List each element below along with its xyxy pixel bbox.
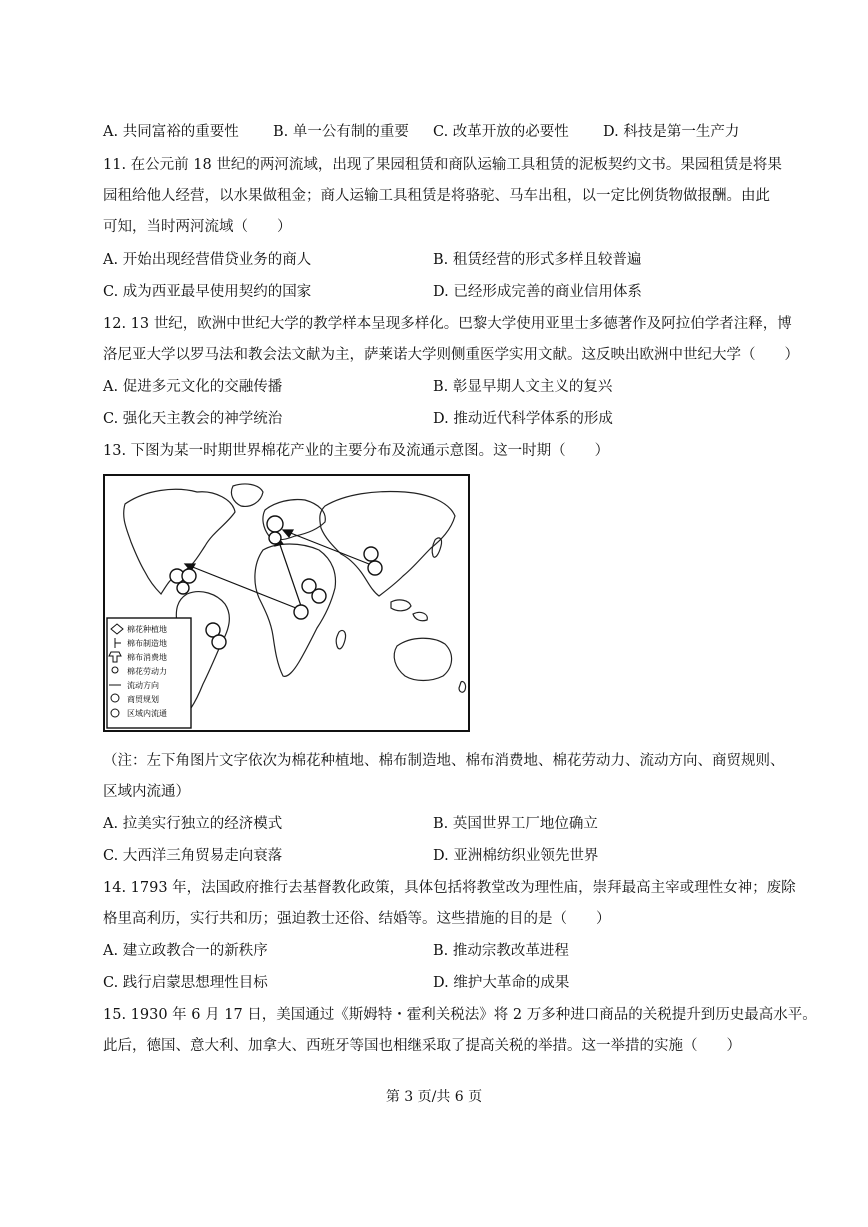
flow-arrowhead-europe-2 xyxy=(283,530,293,537)
southeast-asia-islands xyxy=(391,600,427,621)
q12-stem-line-1: 12. 13 世纪，欧洲中世纪大学的教学样本呈现多样化。巴黎大学使用亚里士多德著作及阿拉伯学者注释，博 xyxy=(103,316,792,332)
legend-item-3: 棉花劳动力 xyxy=(127,667,167,676)
map-legend xyxy=(107,618,191,728)
q14-option-c[interactable]: C. 践行启蒙思想理性目标 xyxy=(103,975,268,991)
new-zealand-outline xyxy=(459,681,466,692)
q15-stem-line-1: 15. 1930 年 6 月 17 日，美国通过《斯姆特・霍利关税法》将 2 万多种进口商品的关税提升到历史最高水平。 xyxy=(103,1007,817,1023)
q14-stem-line-1: 14. 1793 年，法国政府推行去基督教化政策，具体包括将教堂改为理性庙，崇拜最高主宰或理性女神；废除 xyxy=(103,880,796,896)
q14-option-a[interactable]: A. 建立政教合一的新秩序 xyxy=(103,943,268,959)
page-number-footer: 第 3 页/共 6 页 xyxy=(385,1089,483,1105)
q11-option-c[interactable]: C. 成为西亚最早使用契约的国家 xyxy=(103,284,312,300)
australia-outline xyxy=(394,638,451,680)
legend-item-1: 棉布制造地 xyxy=(127,639,167,648)
q11-stem-line-1: 11. 在公元前 18 世纪的两河流域，出现了果园租赁和商队运输工具租赁的泥板契约文书。果园租赁是将果 xyxy=(103,157,782,173)
north-america-marker-2 xyxy=(182,569,196,583)
asia-marker-1 xyxy=(364,547,378,561)
q13-option-d[interactable]: D. 亚洲棉纺织业领先世界 xyxy=(433,848,599,864)
q14-option-d[interactable]: D. 维护大革命的成果 xyxy=(433,975,570,991)
q13-note-line-1: （注：左下角图片文字依次为棉花种植地、棉布制造地、棉布消费地、棉花劳动力、流动方向、商贸规则、 xyxy=(103,753,785,769)
q10-option-b[interactable]: B. 单一公有制的重要 xyxy=(273,124,409,140)
japan-outline xyxy=(432,538,441,557)
legend-item-4: 流动方向 xyxy=(127,681,159,690)
britain-consumer-marker xyxy=(267,516,283,532)
q15-stem-line-2: 此后，德国、意大利、加拿大、西班牙等国也相继采取了提高关税的举措。这一举措的实施（ ） xyxy=(103,1038,741,1054)
q11-stem-line-2: 园租给他人经营，以水果做租金；商人运输工具租赁是将骆驼、马车出租，以一定比例货物做报酬。由此 xyxy=(103,188,770,204)
map-markers xyxy=(170,516,382,649)
flow-arrow-asia-to-europe xyxy=(283,530,369,564)
world-map-figure xyxy=(105,476,468,730)
africa-labor-marker xyxy=(294,605,308,619)
q12-option-d[interactable]: D. 推动近代科学体系的形成 xyxy=(433,411,613,427)
q11-option-a[interactable]: A. 开始出现经营借贷业务的商人 xyxy=(103,252,312,268)
greenland-outline xyxy=(231,484,263,506)
q13-stem: 13. 下图为某一时期世界棉花产业的主要分布及流通示意图。这一时期（ ） xyxy=(103,443,610,459)
q13-option-b[interactable]: B. 英国世界工厂地位确立 xyxy=(433,816,598,832)
madagascar-outline xyxy=(336,630,345,648)
q13-note-line-2: 区域内流通） xyxy=(103,784,190,800)
south-america-marker-2 xyxy=(212,635,226,649)
q12-option-b[interactable]: B. 彰显早期人文主义的复兴 xyxy=(433,379,613,395)
q11-option-b[interactable]: B. 租赁经营的形式多样且较普遍 xyxy=(433,252,642,268)
q13-option-c[interactable]: C. 大西洋三角贸易走向衰落 xyxy=(103,848,283,864)
q13-option-a[interactable]: A. 拉美实行独立的经济模式 xyxy=(103,816,283,832)
q11-option-d[interactable]: D. 已经形成完善的商业信用体系 xyxy=(433,284,642,300)
legend-item-6: 区域内流通 xyxy=(127,709,167,718)
q10-option-d[interactable]: D. 科技是第一生产力 xyxy=(603,124,740,140)
q14-stem-line-2: 格里高利历，实行共和历；强迫教士还俗、结婚等。这些措施的目的是（ ） xyxy=(103,911,611,927)
legend-item-5: 商贸规划 xyxy=(127,695,159,704)
q10-option-a[interactable]: A. 共同富裕的重要性 xyxy=(103,124,239,140)
flow-arrow-africa-to-america xyxy=(185,564,301,610)
q12-option-c[interactable]: C. 强化天主教会的神学统治 xyxy=(103,411,283,427)
legend-item-2: 棉布消费地 xyxy=(127,653,167,662)
asia-outline xyxy=(320,492,455,596)
britain-manufacture-marker xyxy=(269,532,281,544)
q14-option-b[interactable]: B. 推动宗教改革进程 xyxy=(433,943,569,959)
north-america-marker-3 xyxy=(177,582,189,594)
legend-item-0: 棉花种植地 xyxy=(127,625,167,634)
west-africa-marker-2 xyxy=(312,589,326,603)
q12-stem-line-2: 洛尼亚大学以罗马法和教会法文献为主，萨莱诺大学则侧重医学实用文献。这反映出欧洲中世纪大学（ ） xyxy=(103,347,799,363)
q12-option-a[interactable]: A. 促进多元文化的交融传播 xyxy=(103,379,283,395)
cotton-industry-map xyxy=(103,474,470,732)
q11-stem-line-3: 可知，当时两河流域（ ） xyxy=(103,219,292,235)
q10-options xyxy=(103,122,783,142)
flow-arrow-africa-to-europe xyxy=(277,536,301,606)
q10-option-c[interactable]: C. 改革开放的必要性 xyxy=(433,124,569,140)
asia-marker-2 xyxy=(368,561,382,575)
